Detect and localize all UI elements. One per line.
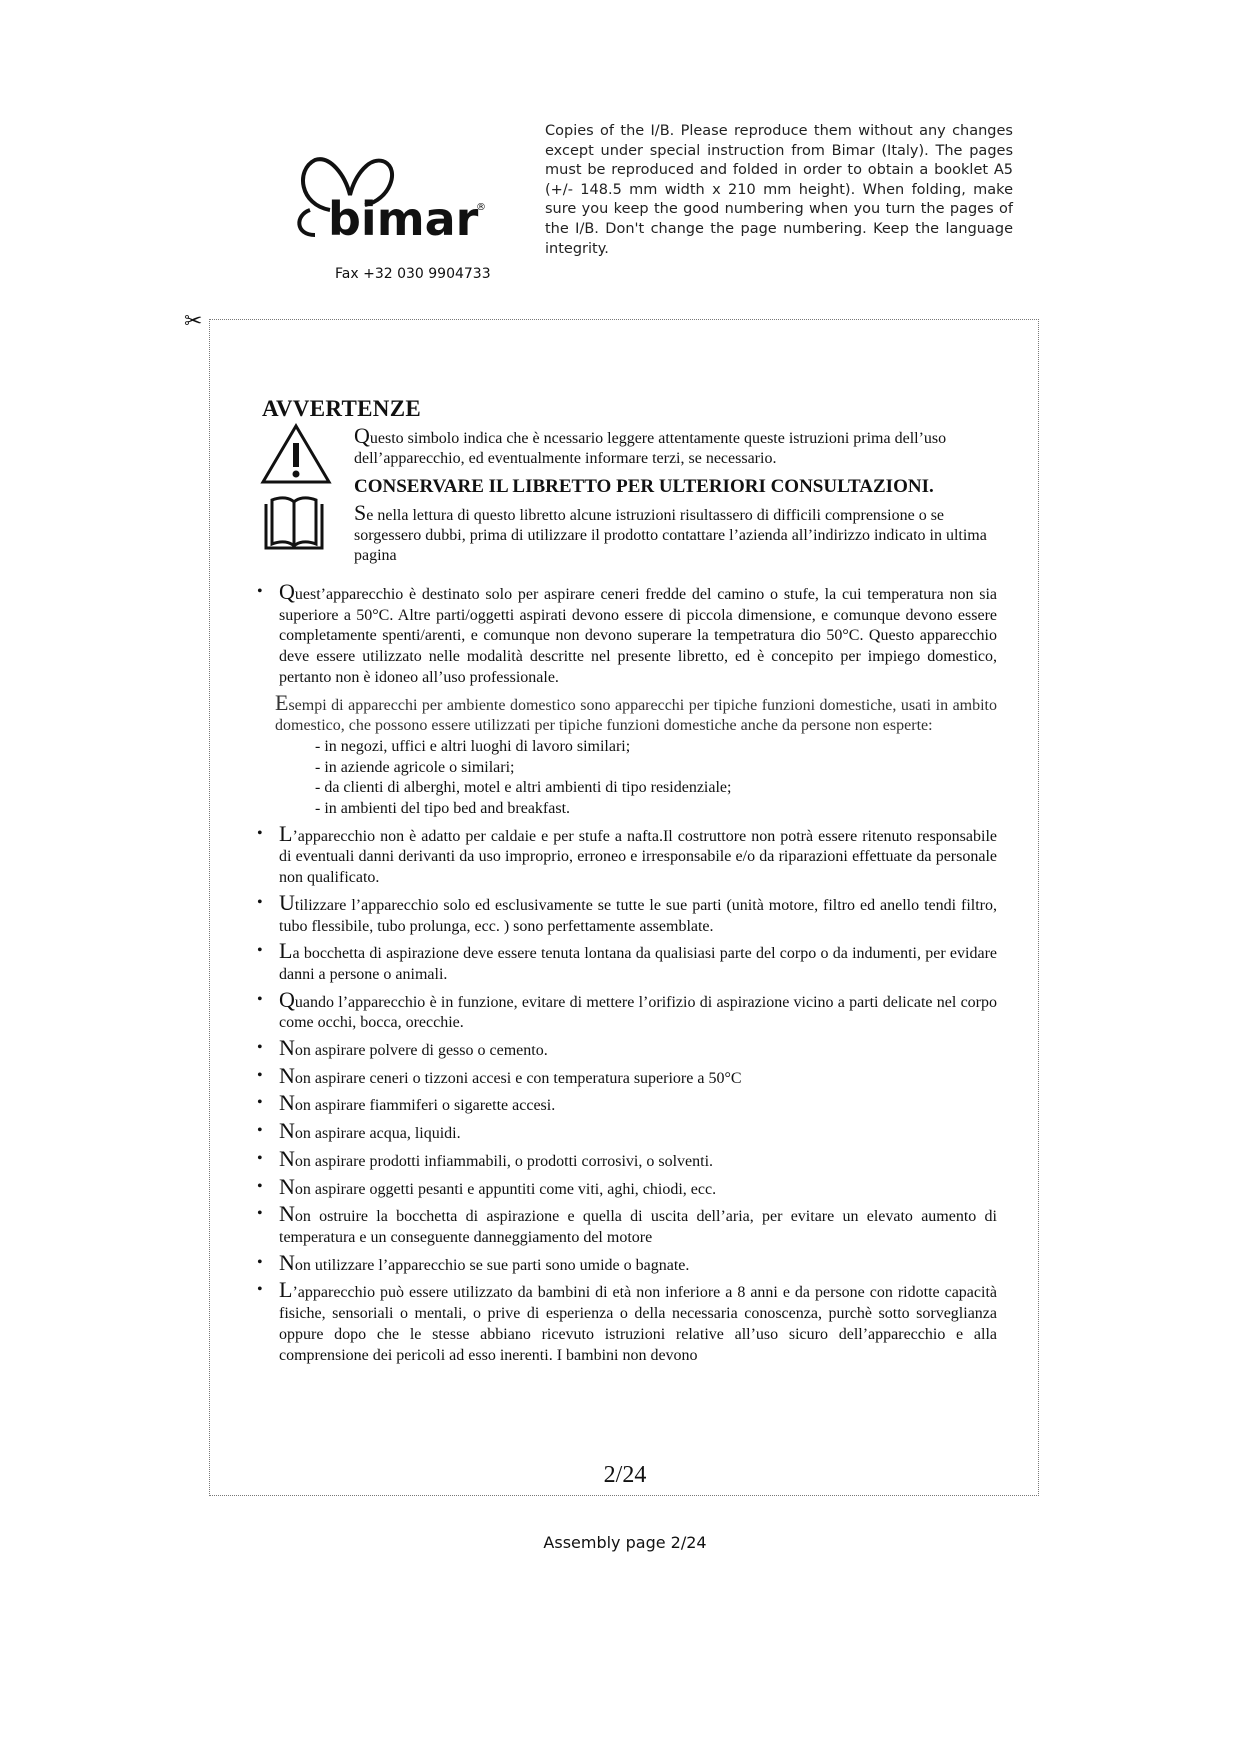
- drop-cap: N: [279, 1035, 295, 1061]
- intro-text: uesto simbolo indica che è ncessario leggere attentamente queste istruzioni prima dell’uso dell’apparecchio, ed eventualmente informare terzi, se necessario.: [354, 430, 947, 467]
- drop-cap: N: [279, 1145, 295, 1171]
- bullet: •: [257, 1253, 263, 1271]
- bullet: •: [257, 1177, 263, 1195]
- item-text: ’apparecchio non è adatto per caldaie e per stufe a nafta.Il costruttore non potrà essere ritenuto responsabile di eventuali danni derivanti da uso improprio, erroneo e irresponsabile e/o da riparazioni effettuate da personale non qualificato.: [279, 827, 997, 887]
- warning-intro: [354, 423, 994, 469]
- drop-cap: U: [279, 889, 295, 915]
- drop-cap: E: [275, 689, 289, 715]
- examples-text: sempi di apparecchi per ambiente domestico sono apparecchi per tipiche funzioni domestiche, usati in ambito domestico, che possono essere utilizzati per tipiche funzioni domestiche anche da persone non esperte:: [275, 696, 997, 735]
- item-text: on ostruire la bocchetta di aspirazione e quella di uscita dell’aria, per evitare un elevato aumento di temperatura e un conseguente danneggiamento del motore: [279, 1208, 997, 1246]
- item-text: on aspirare ceneri o tizzoni accesi e con temperatura superiore a 50°C: [294, 1069, 742, 1087]
- drop-cap: L: [279, 820, 293, 846]
- example-item: - da clienti di alberghi, motel e altri ambienti di tipo residenziale;: [315, 779, 732, 797]
- drop-cap: N: [279, 1249, 295, 1275]
- list-item: [255, 579, 997, 689]
- list-item: [255, 986, 997, 1034]
- section-title: AVVERTENZE: [262, 396, 421, 421]
- drop-cap: L: [279, 1277, 293, 1303]
- list-item: [255, 1173, 997, 1201]
- item-text: on aspirare acqua, liquidi.: [294, 1125, 461, 1143]
- list-item: [255, 889, 997, 937]
- examples-paragraph: [255, 689, 997, 737]
- bullet: •: [257, 1122, 263, 1140]
- drop-cap: N: [279, 1201, 295, 1227]
- bullet: •: [257, 990, 263, 1008]
- warnings-list: [255, 579, 997, 1370]
- item-text: uest’apparecchio è destinato solo per aspirare ceneri fredde del camino o stufe, la cui temperatura non sia superiore a 50°C. Altre parti/oggetti aspirati devono essere di piccola dimensione, e comunque devono essere completamente spenti/arenti, e comunque non devono superare la tempetratura dio 50°C. Questo apparecchio deve essere utilizzato nelle modalità descritte nel presente libretto, ed è concepito per impiego domestico, pertanto non è idoneo all’uso professionale.: [279, 586, 997, 686]
- example-item: - in aziende agricole o similari;: [315, 758, 515, 776]
- contact-intro: [354, 500, 994, 566]
- bullet: •: [257, 1205, 263, 1223]
- list-item: [255, 1035, 997, 1062]
- bullet: •: [257, 583, 263, 600]
- bullet: •: [257, 1281, 263, 1299]
- keep-booklet-heading: CONSERVARE IL LIBRETTO PER ULTERIORI CONSULTAZIONI.: [354, 476, 934, 497]
- list-item: [255, 1090, 997, 1117]
- fax-number: Fax +32 030 9904733: [335, 266, 491, 282]
- list-item: [255, 1062, 997, 1090]
- list-item: [255, 938, 997, 985]
- item-text: ’apparecchio può essere utilizzato da bambini di età non inferiore a 8 anni e da persone con ridotte capacità fisiche, sensoriali o mentali, o prive di esperienza o della necessaria conoscenza, purchè sotto sorveglianza oppure dopo che le stesse abbiano ricevuto istruzioni relative all’uso sicuro dell’apparecchio e alla comprensione dei pericoli ad esso inerenti. I bambini non devono: [279, 1284, 997, 1364]
- example-item: - in negozi, uffici e altri luoghi di lavoro similari;: [315, 737, 631, 755]
- page-number: 2/24: [603, 1462, 647, 1488]
- bullet: •: [257, 1094, 263, 1112]
- item-text: uando l’apparecchio è in funzione, evitare di mettere l’orifizio di aspirazione vicino a parti delicate nel corpo come occhi, bocca, orecchie.: [279, 993, 997, 1032]
- item-text: tilizzare l’apparecchio solo ed esclusivamente se tutte le sue parti (unità motore, filtro ed anello tendi filtro, tubo flessibile, tubo prolunga, ecc. ) sono perfettamente assemblate.: [279, 896, 997, 935]
- drop-cap: S: [354, 500, 367, 525]
- item-text: on aspirare fiammiferi o sigarette accesi.: [294, 1097, 556, 1115]
- svg-text:bimar: bimar: [328, 192, 479, 245]
- assembly-page-label: Assembly page 2/24: [543, 1533, 707, 1552]
- list-item: [255, 1249, 997, 1277]
- bullet: •: [257, 1039, 263, 1057]
- bullet: •: [257, 824, 263, 842]
- intro-text: e nella lettura di questo libretto alcune istruzioni risultassero di difficili comprensione o se sorgessero dubbi, prima di utilizzare il prodotto contattare l’azienda all’indirizzo indicato in ultima pagina: [354, 507, 987, 564]
- drop-cap: N: [279, 1173, 295, 1199]
- bullet: •: [257, 1149, 263, 1167]
- item-text: on aspirare polvere di gesso o cemento.: [294, 1042, 548, 1060]
- bimar-logo: [290, 150, 500, 245]
- list-item: [255, 1277, 997, 1366]
- bullet: •: [257, 893, 263, 911]
- list-item: [255, 820, 997, 889]
- svg-text:®: ®: [476, 202, 486, 213]
- read-manual-book-icon: [258, 496, 330, 556]
- example-item: - in ambienti del tipo bed and breakfast.: [315, 800, 571, 818]
- list-item: [255, 1201, 997, 1248]
- drop-cap: N: [279, 1118, 295, 1144]
- drop-cap: Q: [279, 579, 295, 604]
- drop-cap: Q: [279, 986, 295, 1012]
- list-item: [255, 1118, 997, 1145]
- scissors-icon: ✂: [184, 308, 203, 333]
- bullet: •: [257, 1066, 263, 1084]
- drop-cap: N: [279, 1062, 295, 1088]
- item-text: on aspirare prodotti infiammabili, o prodotti corrosivi, o solventi.: [294, 1152, 714, 1170]
- reproduction-notice: Copies of the I/B. Please reproduce them without any changes except under special instruction from Bimar (Italy). The pages must be reproduced and folded in order to obtain a booklet A5 (+/- 148.5 mm width x 210 mm height). When folding, make sure you keep the good numbering when you turn the pages of the I/B. Don't change the page numbering. Keep the language integrity.: [545, 123, 1013, 257]
- item-text: on utilizzare l’apparecchio se sue parti sono umide o bagnate.: [294, 1256, 690, 1274]
- bullet: •: [257, 942, 263, 960]
- drop-cap: N: [279, 1090, 295, 1116]
- item-text: a bocchetta di aspirazione deve essere tenuta lontana da qualisiasi parte del corpo o da indumenti, per evidare danni a persone o animali.: [279, 945, 997, 983]
- item-text: on aspirare oggetti pesanti e appuntiti come viti, aghi, chiodi, ecc.: [294, 1180, 717, 1198]
- list-item: [255, 1145, 997, 1173]
- warning-triangle-icon: [260, 423, 332, 485]
- drop-cap: Q: [354, 423, 370, 448]
- drop-cap: L: [279, 938, 293, 964]
